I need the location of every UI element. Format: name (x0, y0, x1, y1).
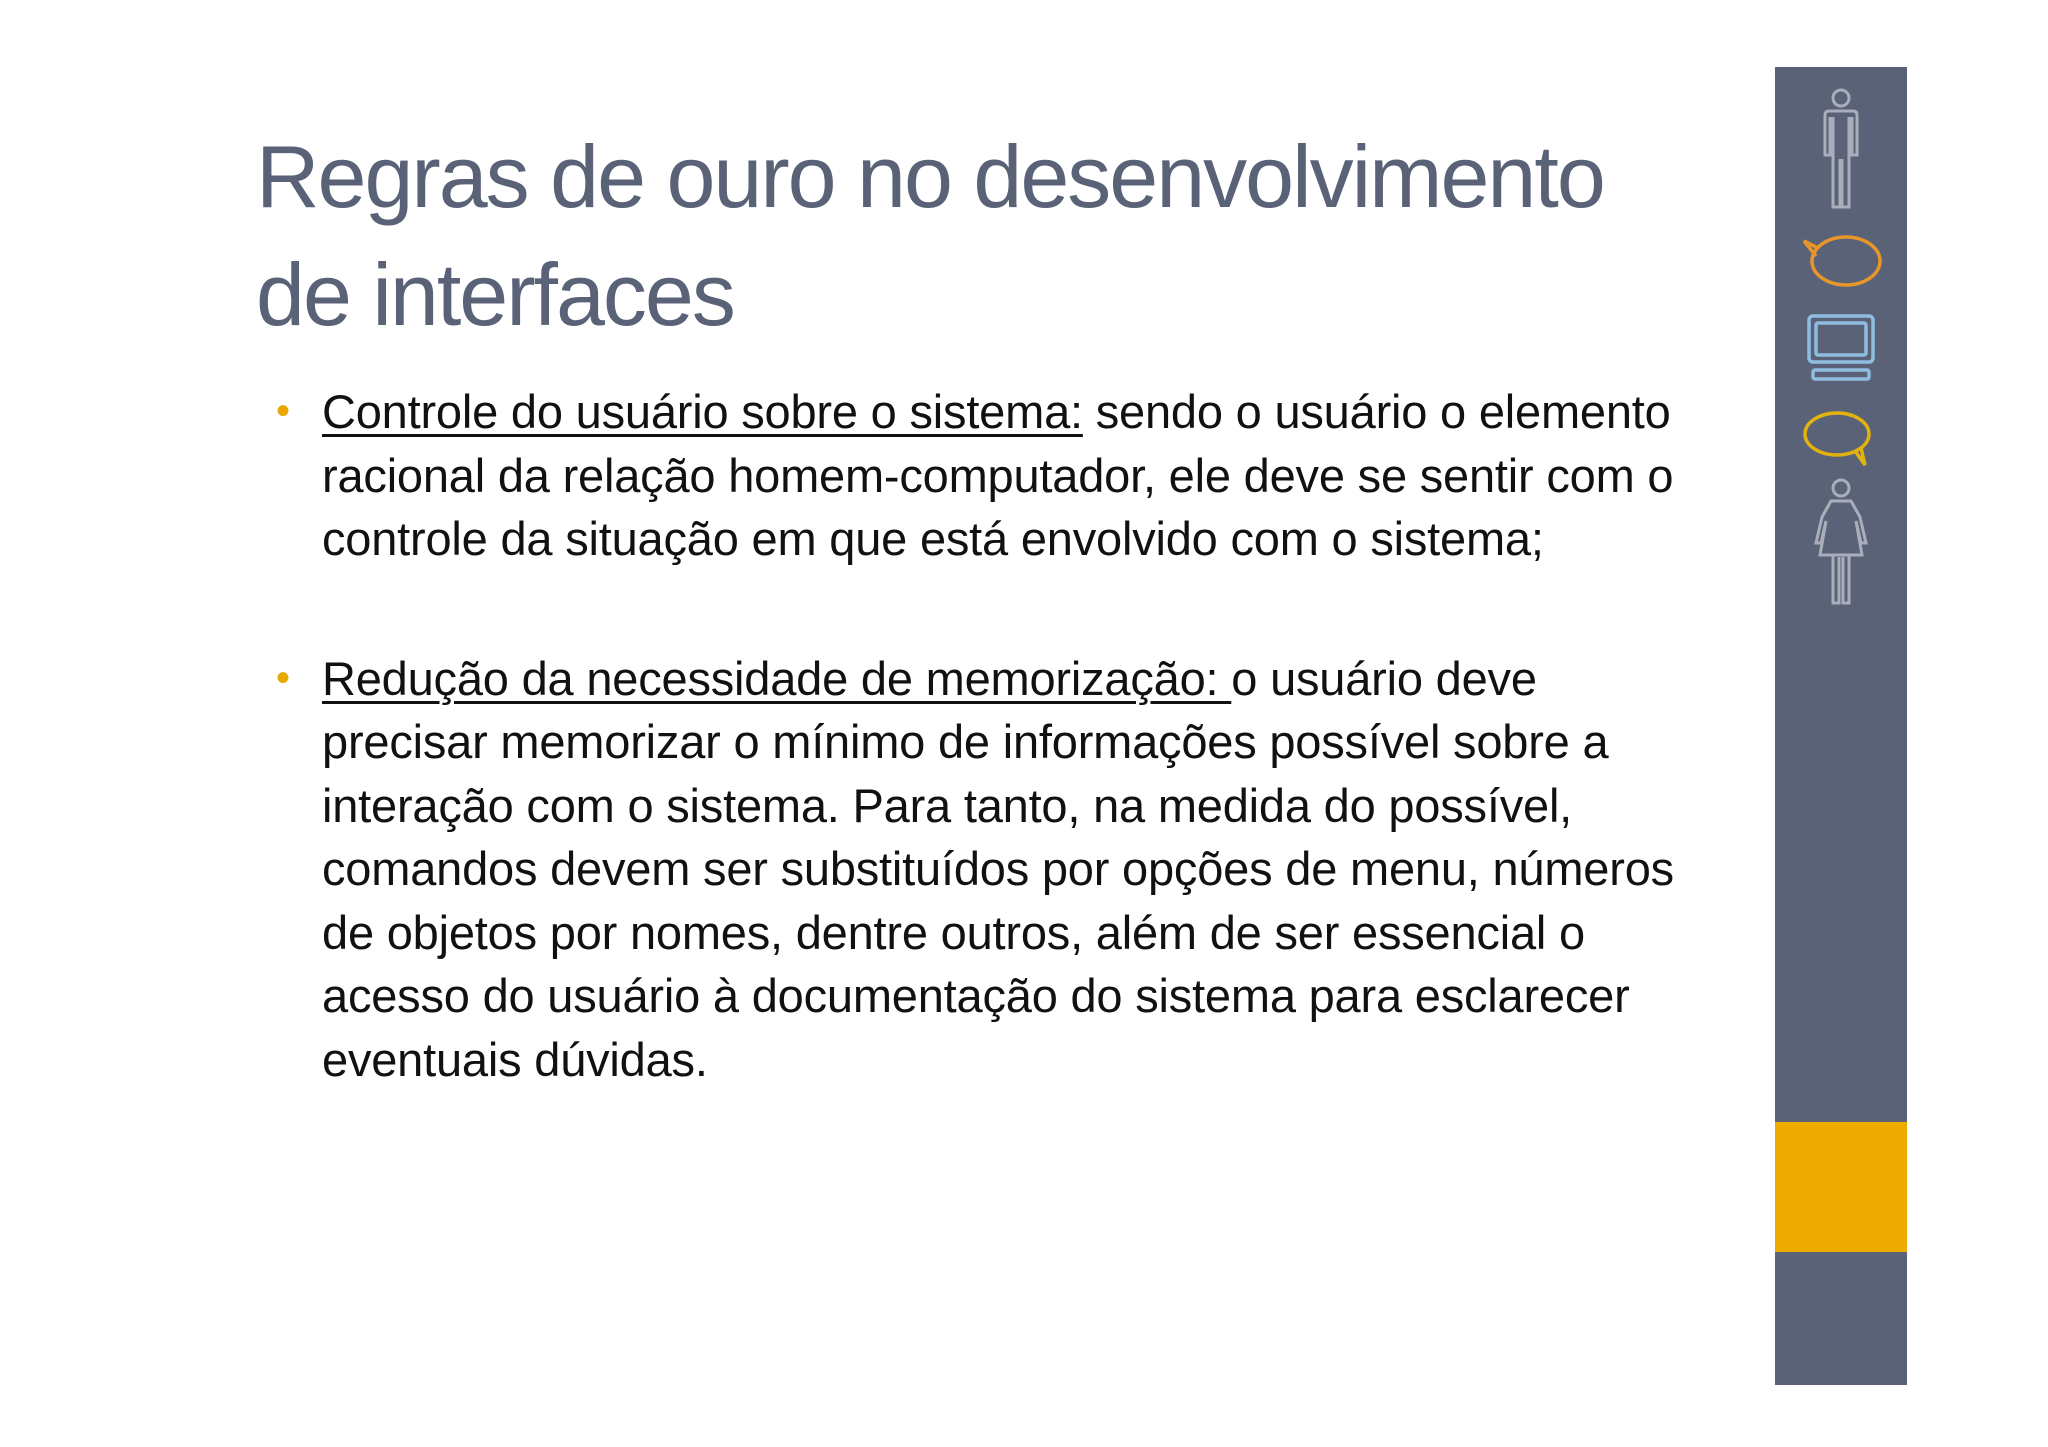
computer-monitor-icon (1775, 312, 1907, 384)
bullet-term: Redução da necessidade de memorização: (322, 651, 1232, 705)
man-icon (1775, 87, 1907, 211)
yellow-speech-bubble-icon (1775, 407, 1907, 471)
woman-icon (1775, 477, 1907, 607)
bullet-marker: • (276, 389, 290, 433)
slide-title: Regras de ouro no desenvolvimento de interfaces (256, 127, 1604, 344)
bullet-item (272, 647, 1692, 1092)
bullet-term: Controle do usuário sobre o sistema: (322, 385, 1083, 438)
sidebar-accent-block (1775, 1122, 1907, 1252)
bullet-item (272, 380, 1692, 571)
bullet-list (272, 380, 1692, 1091)
bullet-text: o usuário deve precisar memorizar o mínimo de informações possível sobre a interação com o sistema. Para tanto, na medida do possível, comandos devem ser substituídos por opções de menu, números de objetos por nomes, dentre outros, além de ser essencial o acesso do usuário à documentação do sistema para esclarecer eventuais dúvidas. (322, 651, 1674, 1086)
bullet-text: sendo o usuário o elemento racional da relação homem-computador, ele deve se sentir com o controle da situação em que está envolvido com o sistema; (322, 385, 1674, 565)
bullet-marker: • (276, 655, 290, 700)
orange-speech-bubble-icon (1775, 232, 1907, 292)
decorative-sidebar (1775, 67, 1907, 1385)
